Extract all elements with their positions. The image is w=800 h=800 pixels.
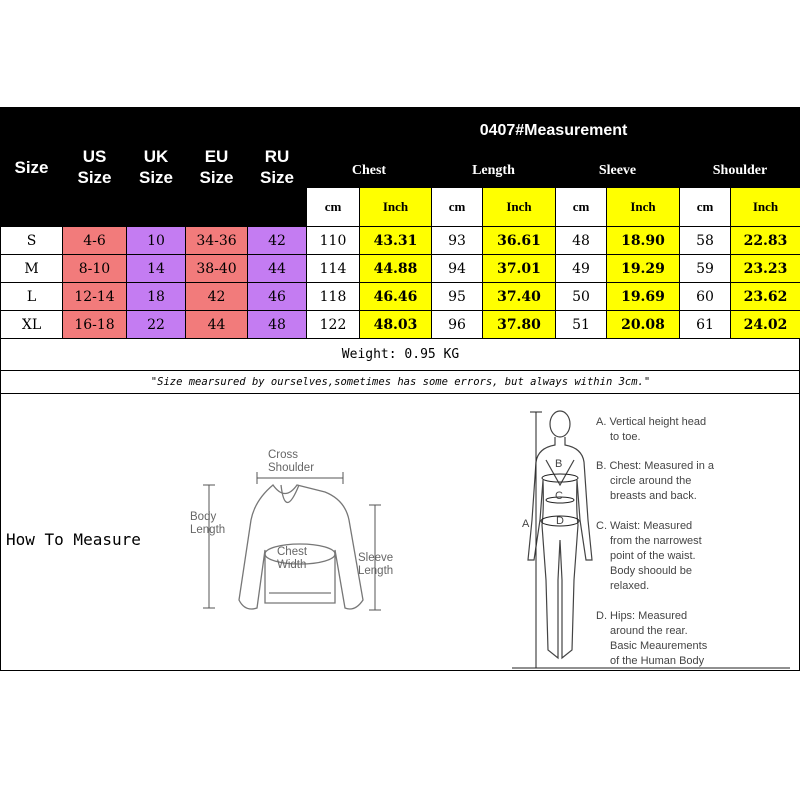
cell-sleeve-cm: 51 [556,311,607,339]
cell-sleeve-in: 19.29 [607,255,680,283]
cell-ru: 48 [248,311,307,339]
letter-c: C [555,490,563,502]
cell-length-cm: 95 [432,283,483,311]
chest-width-label: Chest Width [277,546,308,571]
cell-length-in: 37.80 [483,311,556,339]
cell-ru: 46 [248,283,307,311]
head-outline [550,411,570,437]
letter-a: A [522,518,530,530]
body-outline [528,437,592,658]
cell-shoulder-in: 22.83 [731,227,800,255]
cell-length-in: 37.40 [483,283,556,311]
note-d: D. Hips: Measured around the rear. Basic Meaurements of the Human Body [596,610,708,667]
cell-us: 12-14 [63,283,127,311]
cell-shoulder-cm: 59 [680,255,731,283]
unit-cm: cm [680,188,731,227]
letter-d: D [556,515,564,527]
cell-us: 8-10 [63,255,127,283]
header-uk-size: UK Size [127,108,186,227]
table-row [1,283,800,311]
group-length: Length [432,154,556,188]
cell-shoulder-cm: 61 [680,311,731,339]
cell-size: M [1,255,63,283]
cell-eu: 34-36 [186,227,248,255]
weight-note: Weight: 0.95 KG [1,339,800,371]
body-figure-diagram [510,400,800,675]
cell-uk: 10 [127,227,186,255]
note-b: B. Chest: Measured in a circle around the breasts and back. [596,460,715,502]
cell-chest-cm: 110 [307,227,360,255]
note-a: A. Vertical height head to toe. [596,416,707,443]
header-ru-size: RU Size [248,108,307,227]
chest-line [542,474,578,482]
header-eu-size: EU Size [186,108,248,227]
unit-cm: cm [556,188,607,227]
table-row [1,255,800,283]
cell-chest-in: 48.03 [360,311,432,339]
cell-sleeve-in: 18.90 [607,227,680,255]
unit-cm: cm [307,188,360,227]
cell-sleeve-in: 20.08 [607,311,680,339]
letter-b: B [555,458,563,470]
body-length-label: Body Length [190,511,226,536]
cell-shoulder-cm: 58 [680,227,731,255]
unit-inch: Inch [483,188,556,227]
cell-size: S [1,227,63,255]
cell-sleeve-cm: 50 [556,283,607,311]
cell-eu: 38-40 [186,255,248,283]
sleeve-length-label: Sleeve Length [358,552,394,577]
cell-us: 4-6 [63,227,127,255]
measurement-title: 0407#Measurement [307,108,800,154]
cell-sleeve-cm: 49 [556,255,607,283]
cell-chest-cm: 118 [307,283,360,311]
cell-uk: 18 [127,283,186,311]
cell-eu: 44 [186,311,248,339]
cell-uk: 22 [127,311,186,339]
cell-chest-in: 46.46 [360,283,432,311]
cell-shoulder-cm: 60 [680,283,731,311]
cell-size: L [1,283,63,311]
cross-shoulder-label: Cross Shoulder [268,449,315,474]
cell-eu: 42 [186,283,248,311]
cell-shoulder-in: 23.62 [731,283,800,311]
note-c: C. Waist: Measured from the narrowest point of the waist. Body shoould be relaxed. [596,520,702,592]
cell-size: XL [1,311,63,339]
cell-sleeve-cm: 48 [556,227,607,255]
garment-diagram [185,440,410,630]
unit-inch: Inch [607,188,680,227]
table-row [1,311,800,339]
group-shoulder: Shoulder [680,154,800,188]
cell-chest-cm: 114 [307,255,360,283]
cell-chest-in: 43.31 [360,227,432,255]
cell-length-in: 36.61 [483,227,556,255]
header-us-size: US Size [63,108,127,227]
cell-sleeve-in: 19.69 [607,283,680,311]
cell-length-in: 37.01 [483,255,556,283]
header-size: Size [1,108,63,227]
cell-length-cm: 93 [432,227,483,255]
size-chart-table [0,107,800,394]
cell-us: 16-18 [63,311,127,339]
how-to-measure-title: How To Measure [6,530,141,549]
cell-ru: 44 [248,255,307,283]
table-row [1,227,800,255]
cell-length-cm: 96 [432,311,483,339]
group-chest: Chest [307,154,432,188]
cell-shoulder-in: 24.02 [731,311,800,339]
cell-chest-cm: 122 [307,311,360,339]
cell-uk: 14 [127,255,186,283]
unit-inch: Inch [360,188,432,227]
group-sleeve: Sleeve [556,154,680,188]
cell-chest-in: 44.88 [360,255,432,283]
cell-length-cm: 94 [432,255,483,283]
measurement-disclaimer: "Size mearsured by ourselves,sometimes has some errors, but always within 3cm." [1,371,800,394]
unit-inch: Inch [731,188,800,227]
unit-cm: cm [432,188,483,227]
cell-shoulder-in: 23.23 [731,255,800,283]
cell-ru: 42 [248,227,307,255]
